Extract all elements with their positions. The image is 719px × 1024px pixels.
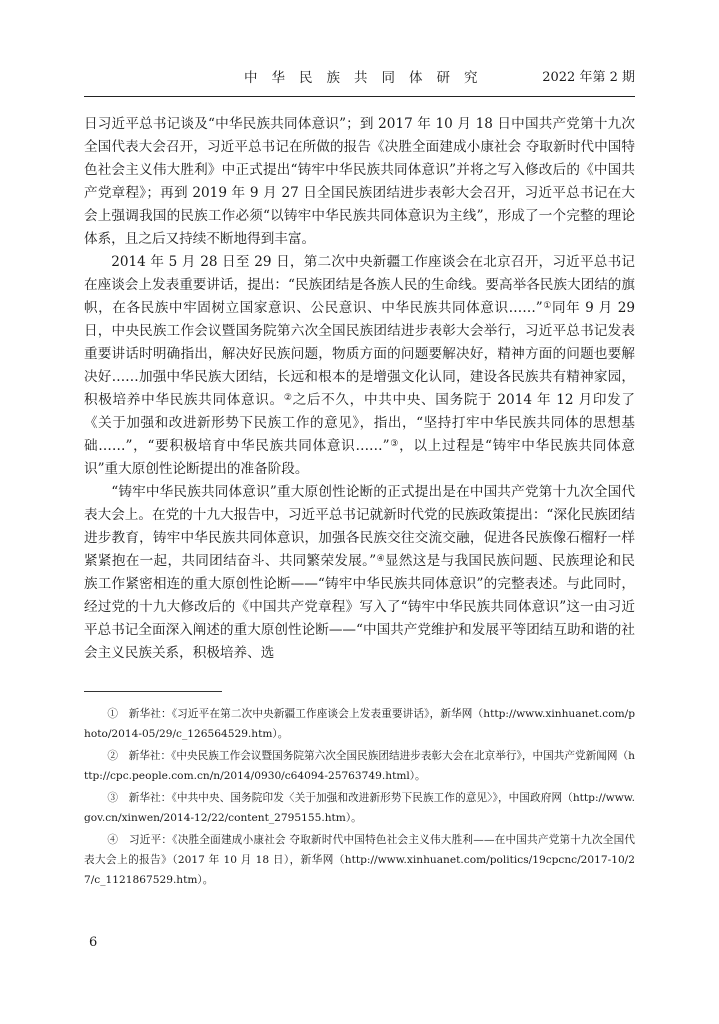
paragraph-2-part-4: ，以上过程是“铸牢中华民族共同体意识”重大原创性论断提出的准备阶段。 [84, 438, 635, 477]
footnote-3: ③ 新华社：《中共中央、国务院印发〈关于加强和改进新形势下民族工作的意见〉》，中国政府网（http://www.gov.cn/xinwen/2014-12/22/content_2795155.htm）。 [84, 792, 635, 824]
paragraph-2-part-1: 2014 年 5 月 28 日至 29 日，第二次中央新疆工作座谈会在北京召开，习近平总书记在座谈会上发表重要讲话，提出：“民族团结是各族人民的生命线。要高举各民族大团结的旗帜，在各民族中牢固树立国家意识、公民意识、中华民族共同体意识……” [84, 254, 635, 316]
running-header [84, 66, 635, 88]
footnotes [84, 704, 635, 892]
footnote-4: ④ 习近平：《决胜全面建成小康社会 夺取新时代中国特色社会主义伟大胜利——在中国共产党第十九次全国代表大会上的报告》（2017 年 10 月 18 日），新华网（http://www.xinhuanet.com/politics/19cpcnc/2017-10/27/c_1121867529.htm）。 [84, 834, 635, 886]
footnote-rule [84, 691, 222, 692]
footnote-1: ① 新华社：《习近平在第二次中央新疆工作座谈会上发表重要讲话》，新华网（http://www.xinhuanet.com/photo/2014-05/29/c_126564529.htm）。 [84, 708, 635, 740]
footnote-marker-1[interactable]: ① [542, 301, 552, 311]
header-rule [84, 96, 635, 97]
footnote-2: ② 新华社：《中央民族工作会议暨国务院第六次全国民族团结进步表彰大会在北京举行》，中国共产党新闻网（http://cpc.people.com.cn/n/2014/0930/c64094-25763749.html）。 [84, 750, 635, 782]
issue-label: 2022 年第 2 期 [542, 70, 635, 85]
paragraph-2-part-2: 同年 9 月 29 日，中央民族工作会议暨国务院第六次全国民族团结进步表彰大会举行，习近平总书记发表重要讲话时明确指出，解决好民族问题，物质方面的问题要解决好，精神方面的问题也要解决好……加强中华民族大团结，长远和根本的是增强文化认同，建设各民族共有精神家园，积极培养中华民族共同体意识。 [84, 300, 636, 408]
paragraph-2 [84, 251, 635, 481]
body-text [84, 113, 635, 665]
page-number: 6 [89, 935, 98, 950]
paragraph-3-part-1: “铸牢中华民族共同体意识”重大原创性论断的正式提出是在中国共产党第十九次全国代表大会上。在党的十九大报告中，习近平总书记就新时代党的民族政策提出：“深化民族团结进步教育，铸牢中华民族共同体意识，加强各民族交往交流交融，促进各民族像石榴籽一样紧紧抱在一起，共同团结奋斗、共同繁荣发展。” [84, 484, 635, 569]
paragraph-3 [84, 481, 635, 665]
footnote-marker-3[interactable]: ③ [389, 439, 400, 449]
paragraph-3-part-2: 显然这是与我国民族问题、民族理论和民族工作紧密相连的重大原创性论断——“铸牢中华民族共同体意识”的完整表述。与此同时，经过党的十九大修改后的《中国共产党章程》写入了“铸牢中华民族共同体意识”这一由习近平总书记全面深入阐述的重大原创性论断——“中国共产党维护和发展平等团结互助和谐的社会主义民族关系，积极培养、选 [84, 553, 635, 661]
paragraph-1: 日习近平总书记谈及“中华民族共同体意识”；到 2017 年 10 月 18 日中国共产党第十九次全国代表大会召开，习近平总书记在所做的报告《决胜全面建成小康社会 夺取新时代中国特色社会主义伟大胜利》中正式提出“铸牢中华民族共同体意识”并将之写入修改后的《中国共产党章程》；再到 2019 年 9 月 27 日全国民族团结进步表彰大会召开，习近平总书记在大会上强调我国的民族工作必须“以铸牢中华民族共同体意识为主线”，形成了一个完整的理论体系，且之后又持续不断地得到丰富。 [84, 116, 635, 247]
paragraph-2-part-3: 之后不久，中共中央、国务院于 2014 年 12 月印发了《关于加强和改进新形势下民族工作的意见》，指出，“坚持打牢中华民族共同体的思想基础……”，“要积极培育中华民族共同体意识……” [84, 392, 635, 454]
footnote-marker-2[interactable]: ② [283, 393, 293, 403]
journal-title: 中华民族共同体研究 [244, 70, 492, 86]
footnote-marker-4[interactable]: ④ [376, 554, 385, 564]
